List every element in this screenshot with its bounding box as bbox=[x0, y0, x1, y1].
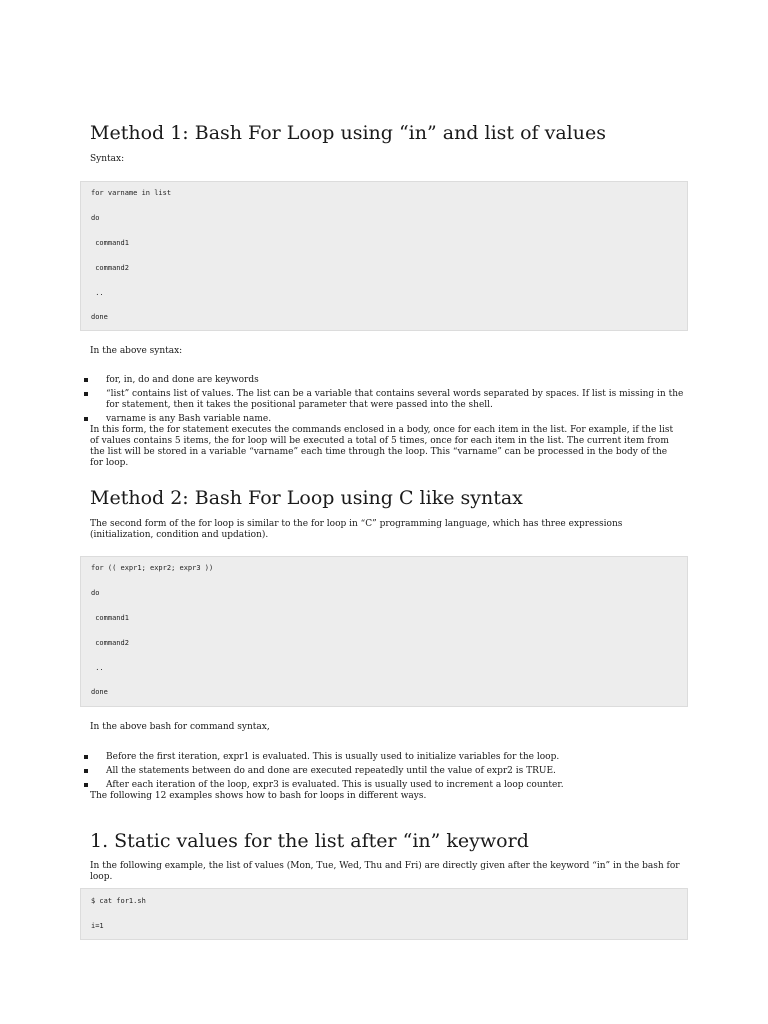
bullet-icon bbox=[84, 783, 88, 787]
expression-list bbox=[84, 752, 684, 791]
code-line: command1 bbox=[91, 239, 129, 247]
list-item bbox=[84, 389, 684, 411]
method-2-intro: The second form of the for loop is similar to the for loop in “C” programming language, which has three expressions (initialization, condition and updation). bbox=[90, 519, 623, 540]
list-item bbox=[84, 375, 684, 386]
list-item-text: After each iteration of the loop, expr3 is evaluated. This is usually used to increment a loop counter. bbox=[106, 780, 564, 790]
bullet-icon bbox=[84, 392, 88, 396]
code-line: .. bbox=[91, 289, 104, 297]
code-line: do bbox=[91, 214, 100, 222]
code-line: command2 bbox=[91, 639, 129, 647]
bullet-icon bbox=[84, 769, 88, 773]
code-line: done bbox=[91, 313, 108, 321]
code-block-method-2 bbox=[80, 556, 688, 707]
list-item-text: “list” contains list of values. The list can be a variable that contains several words separated by spaces. If list is missing in the for statement, then it takes the positional parameter that were passed into the shell. bbox=[106, 389, 684, 410]
syntax-intro: In the above bash for command syntax, bbox=[90, 722, 270, 732]
list-item-text: for, in, do and done are keywords bbox=[106, 375, 259, 385]
examples-intro: The following 12 examples shows how to bash for loops in different ways. bbox=[90, 791, 427, 801]
section-heading-example-1: 1. Static values for the list after “in” keyword bbox=[90, 830, 529, 852]
code-line: for varname in list bbox=[91, 189, 172, 197]
list-item-text: All the statements between do and done are executed repeatedly until the value of expr2 is TRUE. bbox=[106, 766, 556, 776]
code-line: for (( expr1; expr2; expr3 )) bbox=[91, 564, 214, 572]
code-line: command2 bbox=[91, 264, 129, 272]
list-item bbox=[84, 414, 684, 425]
section-heading-method-2: Method 2: Bash For Loop using C like syntax bbox=[90, 487, 523, 509]
list-item bbox=[84, 752, 684, 763]
keyword-list bbox=[84, 375, 684, 425]
list-item-text: Before the first iteration, expr1 is evaluated. This is usually used to initialize variables for the loop. bbox=[106, 752, 560, 762]
code-line: command1 bbox=[91, 614, 129, 622]
code-line: do bbox=[91, 589, 100, 597]
list-item-text: varname is any Bash variable name. bbox=[106, 414, 272, 424]
code-line: i=1 bbox=[91, 922, 104, 930]
section-heading-method-1: Method 1: Bash For Loop using “in” and list of values bbox=[90, 122, 606, 144]
bullet-icon bbox=[84, 378, 88, 382]
code-line: done bbox=[91, 688, 108, 696]
syntax-intro: In the above syntax: bbox=[90, 346, 183, 356]
list-item bbox=[84, 766, 684, 777]
code-line: .. bbox=[91, 664, 104, 672]
code-line: $ cat for1.sh bbox=[91, 897, 146, 905]
method-1-explanation: In this form, the for statement executes the commands enclosed in a body, once for each item in the list. For example, if the list of values contains 5 items, the for loop will be executed a total of 5 times, once for each item in the list. The current item from the list will be stored in a variable “varname” each time through the loop. This “varname” can be processed in the body of the for loop. bbox=[90, 425, 674, 468]
bullet-icon bbox=[84, 755, 88, 759]
example-1-intro: In the following example, the list of values (Mon, Tue, Wed, Thu and Fri) are directly given after the keyword “in” in the bash for loop. bbox=[90, 861, 680, 882]
bullet-icon bbox=[84, 417, 88, 421]
code-block-method-1 bbox=[80, 181, 688, 331]
code-block-example-1 bbox=[80, 888, 688, 940]
list-item bbox=[84, 780, 684, 791]
syntax-label: Syntax: bbox=[90, 154, 125, 164]
